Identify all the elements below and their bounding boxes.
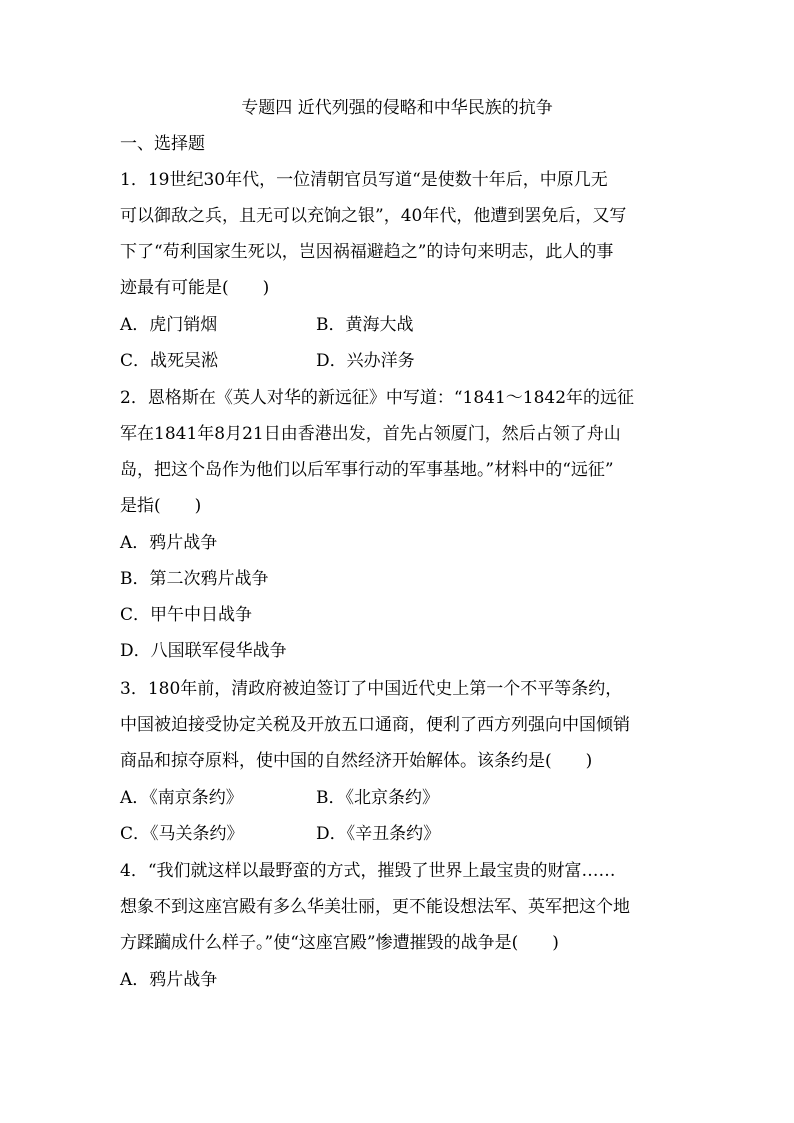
question-1-option-a: A．虎门销烟 (120, 315, 218, 335)
question-2-line-2: 军在1841年8月21日由香港出发，首先占领厦门，然后占领了舟山 (120, 424, 621, 444)
page-title: 专题四 近代列强的侵略和中华民族的抗争 (241, 98, 553, 118)
question-4-line-3: 方蹂躏成什么样子。”使“这座宫殿”惨遭摧毁的战争是( ) (120, 933, 559, 953)
question-1-option-d: D．兴办洋务 (316, 351, 415, 371)
question-3-option-c: C．《马关条约》 (120, 824, 244, 844)
question-1-line-3: 下了“苟利国家生死以，岂因祸福避趋之”的诗句来明志，此人的事 (120, 242, 614, 262)
question-1-line-1: 1．19世纪30年代，一位清朝官员写道“是使数十年后，中原几无 (120, 170, 608, 190)
question-4-option-a: A．鸦片战争 (120, 970, 218, 990)
question-3-line-1: 3．180年前，清政府被迫签订了中国近代史上第一个不平等条约， (120, 679, 623, 699)
question-2-option-a: A．鸦片战争 (120, 533, 218, 553)
question-2-line-1: 2．恩格斯在《英人对华的新远征》中写道：“1841～1842年的远征 (120, 388, 635, 408)
question-3-line-2: 中国被迫接受协定关税及开放五口通商，便利了西方列强向中国倾销 (120, 715, 630, 735)
question-3-line-3: 商品和掠夺原料，使中国的自然经济开始解体。该条约是( ) (120, 751, 593, 771)
question-2-line-4: 是指( ) (120, 496, 202, 516)
question-4-line-1: 4．“我们就这样以最野蛮的方式，摧毁了世界上最宝贵的财富…… (120, 861, 616, 881)
question-1-option-b: B．黄海大战 (316, 315, 414, 335)
question-3-option-b: B．《北京条约》 (316, 788, 439, 808)
question-1-line-4: 迹最有可能是( ) (120, 278, 270, 298)
question-2-option-c: C．甲午中日战争 (120, 605, 253, 625)
question-2-option-b: B．第二次鸦片战争 (120, 569, 269, 589)
question-1-line-2: 可以御敌之兵，且无可以充饷之银”，40年代，他遭到罢免后，又写 (120, 206, 627, 226)
question-3-option-d: D．《辛丑条约》 (316, 824, 441, 844)
question-3-option-a: A．《南京条约》 (120, 788, 243, 808)
section-heading: 一、选择题 (120, 134, 205, 154)
question-1-option-c: C．战死吴淞 (120, 351, 219, 371)
question-2-line-3: 岛，把这个岛作为他们以后军事行动的军事基地。”材料中的“远征” (120, 460, 614, 480)
question-2-option-d: D．八国联军侵华战争 (120, 641, 287, 661)
question-4-line-2: 想象不到这座宫殿有多么华美壮丽，更不能设想法军、英军把这个地 (120, 897, 630, 917)
